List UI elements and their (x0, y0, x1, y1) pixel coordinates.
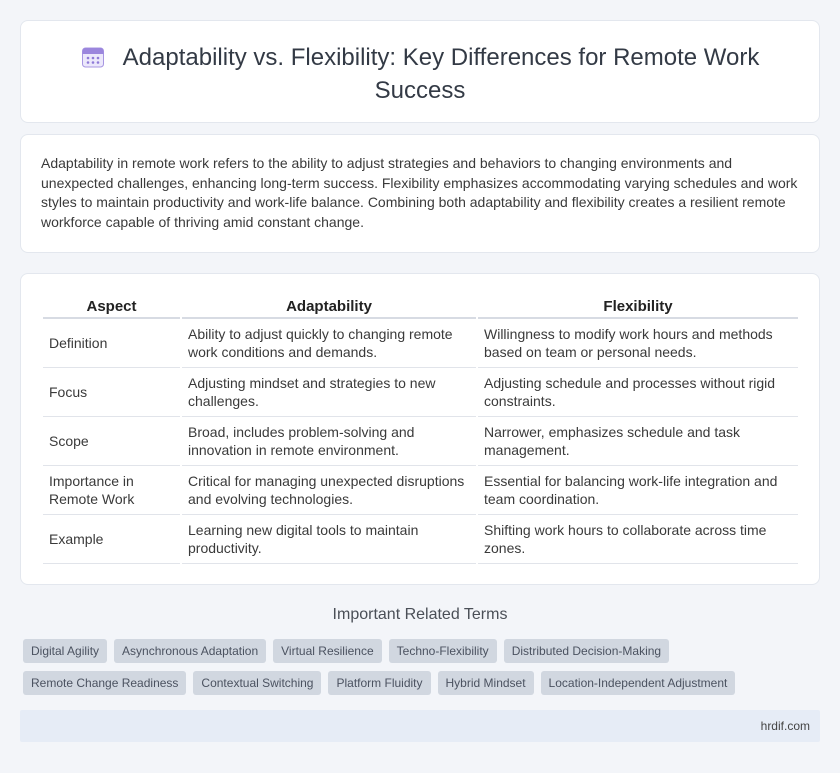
footer (20, 710, 820, 742)
calendar-icon (81, 45, 105, 76)
table-cell: Broad, includes problem-solving and innovation in remote environment. (182, 417, 476, 466)
table-cell: Learning new digital tools to maintain productivity. (182, 515, 476, 564)
title-line-2: Success (374, 77, 466, 104)
title-line-1: Adaptability vs. Flexibility: Key Differences for Remote Work (122, 44, 760, 71)
footer-site-link[interactable]: hrdif.com (760, 719, 810, 733)
comparison-card (20, 273, 820, 585)
table-cell: Focus (43, 368, 180, 417)
related-term-tag[interactable]: Techno-Flexibility (389, 639, 497, 663)
column-header: Flexibility (478, 295, 798, 319)
table-cell: Definition (43, 319, 180, 368)
related-term-tag[interactable]: Remote Change Readiness (23, 671, 186, 695)
table-row (43, 417, 798, 466)
related-term-tag[interactable]: Digital Agility (23, 639, 107, 663)
table-cell: Critical for managing unexpected disruptions and evolving technologies. (182, 466, 476, 515)
table-cell: Adjusting mindset and strategies to new challenges. (182, 368, 476, 417)
column-header: Adaptability (182, 295, 476, 319)
column-header: Aspect (43, 295, 180, 319)
table-row (43, 515, 798, 564)
related-term-tag[interactable]: Distributed Decision-Making (504, 639, 669, 663)
related-terms-heading: Important Related Terms (332, 606, 508, 623)
table-cell: Essential for balancing work-life integration and team coordination. (478, 466, 798, 515)
related-term-tag[interactable]: Hybrid Mindset (438, 671, 534, 695)
related-term-tag[interactable]: Contextual Switching (193, 671, 321, 695)
title-card (20, 20, 820, 123)
related-term-tag[interactable]: Platform Fluidity (328, 671, 430, 695)
table-cell: Willingness to modify work hours and methods based on team or personal needs. (478, 319, 798, 368)
related-term-tag[interactable]: Virtual Resilience (273, 639, 382, 663)
table-cell: Narrower, emphasizes schedule and task management. (478, 417, 798, 466)
related-terms-row (23, 639, 676, 663)
table-header-row (43, 295, 798, 319)
related-terms-row (23, 671, 742, 695)
summary-card (20, 134, 820, 253)
table-row (43, 466, 798, 515)
table-cell: Importance in Remote Work (43, 466, 180, 515)
related-term-tag[interactable]: Asynchronous Adaptation (114, 639, 266, 663)
table-cell: Adjusting schedule and processes without rigid constraints. (478, 368, 798, 417)
table-cell: Ability to adjust quickly to changing remote work conditions and demands. (182, 319, 476, 368)
table-cell: Scope (43, 417, 180, 466)
related-term-tag[interactable]: Location-Independent Adjustment (541, 671, 736, 695)
table-cell: Example (43, 515, 180, 564)
table-row (43, 319, 798, 368)
summary-paragraph: Adaptability in remote work refers to the ability to adjust strategies and behaviors to changing environments and unexpected challenges, enhancing long-term success. Flexibility emphasizes accommodating varying schedules and work styles to maintain productivity and work-life balance. Combining both adaptability and flexibility creates a resilient remote workforce capable of thriving amid constant change. (41, 155, 798, 230)
table-cell: Shifting work hours to collaborate across time zones. (478, 515, 798, 564)
page-title (21, 43, 819, 105)
table-row (43, 368, 798, 417)
comparison-table (41, 295, 800, 564)
